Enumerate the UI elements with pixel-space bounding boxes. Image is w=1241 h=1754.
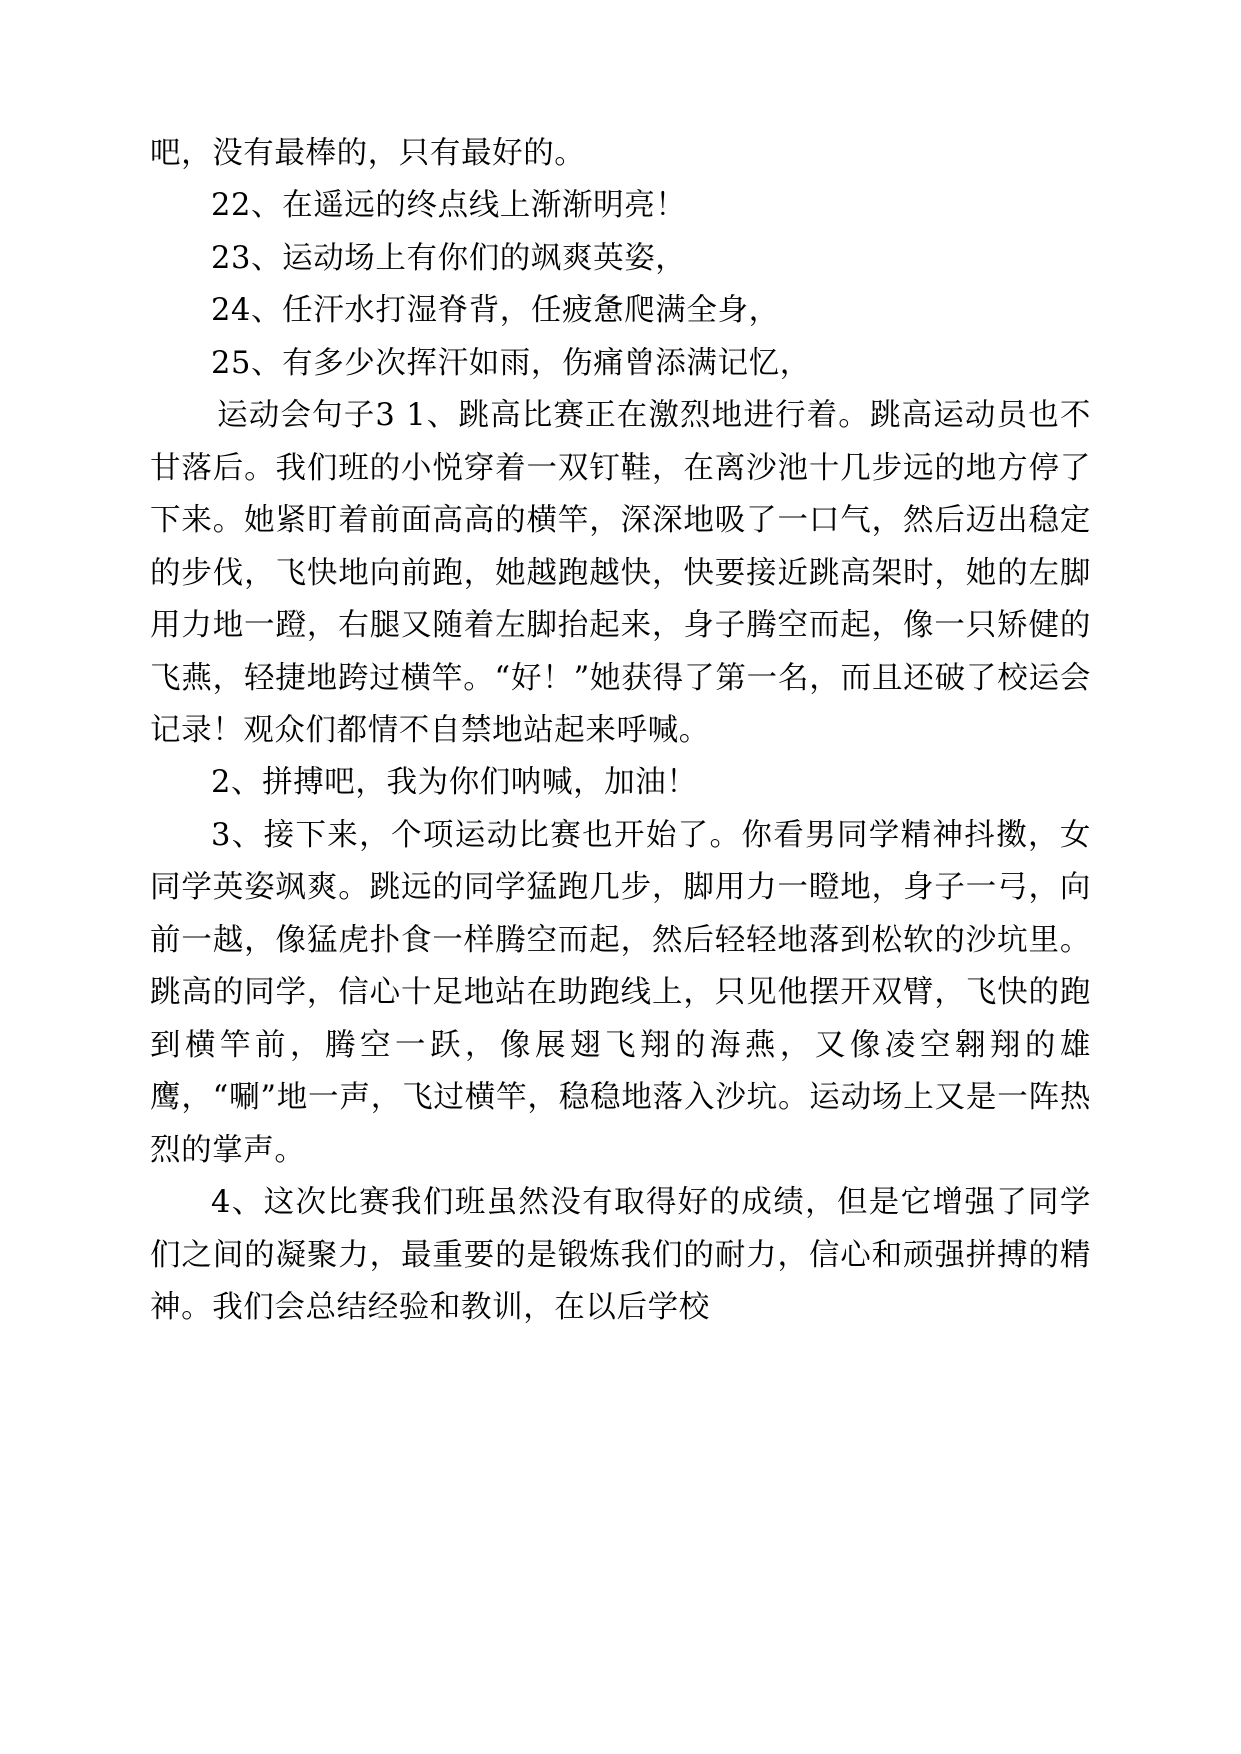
paragraph-item-4: 4、这次比赛我们班虽然没有取得好的成绩，但是它增强了同学们之间的凝聚力，最重要的是锻炼我们的耐力，信心和顽强拼搏的精神。我们会总结经验和教训，在以后学校 — [150, 1185, 1091, 1325]
paragraph-item-22: 22、在遥远的终点线上渐渐明亮！ — [211, 188, 687, 224]
document-body — [150, 128, 1091, 1334]
paragraph-continuation: 吧，没有最棒的，只有最好的。 — [150, 136, 586, 171]
paragraph-item-2: 2、拼搏吧，我为你们呐喊，加油！ — [211, 765, 698, 801]
paragraph-section-3-item-1: 运动会句子3 1、跳高比赛正在激烈地进行着。跳高运动员也不甘落后。我们班的小悦穿着一双钉鞋，在离沙池十几步远的地方停了下来。她紧盯着前面高高的横竿，深深地吸了一口气，然后迈出稳定的步伐，飞快地向前跑，她越跑越快，快要接近跳高架时，她的左脚用力地一蹬，右腿又随着左脚抬起来，身子腾空而起，像一只矫健的飞燕，轻捷地跨过横竿。“好！”她获得了第一名，而且还破了校运会记录！观众们都情不自禁地站起来呼喊。 — [150, 398, 1091, 748]
paragraph-item-25: 25、有多少次挥汗如雨，伤痛曾添满记忆， — [211, 345, 811, 381]
paragraph-item-23: 23、运动场上有你们的飒爽英姿， — [211, 240, 687, 276]
paragraph-item-24: 24、任汗水打湿脊背，任疲惫爬满全身， — [211, 293, 780, 329]
paragraph-item-3: 3、接下来，个项运动比赛也开始了。你看男同学精神抖擞，女同学英姿飒爽。跳远的同学猛跑几步，脚用力一瞪地，身子一弓，向前一越，像猛虎扑食一样腾空而起，然后轻轻地落到松软的沙坑里。跳高的同学，信心十足地站在助跑线上，只见他摆开双臂，飞快的跑到横竿前，腾空一跃，像展翅飞翔的海燕，又像凌空翱翔的雄鹰，“唰”地一声，飞过横竿，稳稳地落入沙坑。运动场上又是一阵热烈的掌声。 — [150, 817, 1091, 1168]
